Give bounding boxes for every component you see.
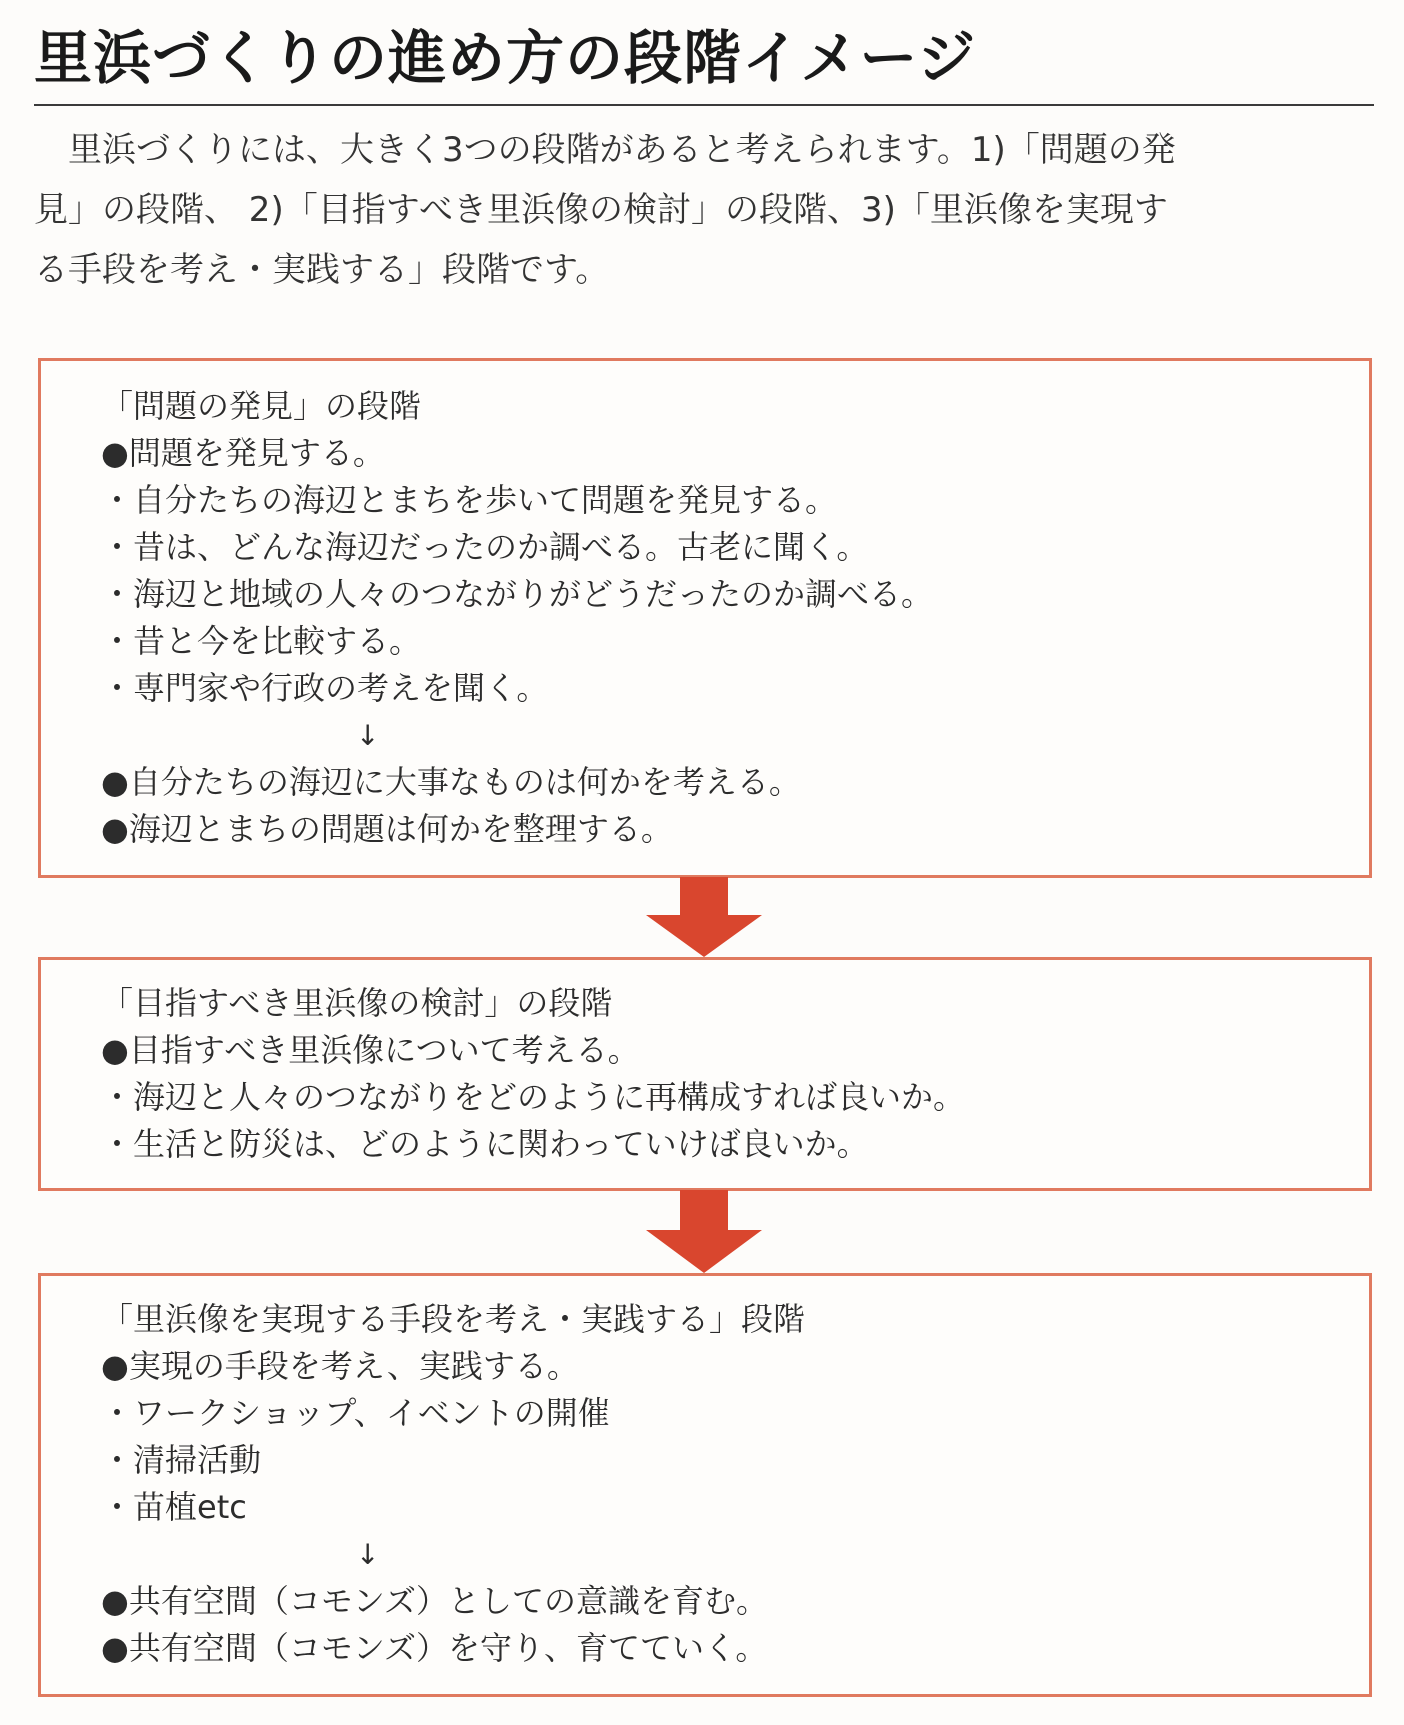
intro-line: 見」の段階、 2)「目指すべき里浜像の検討」の段階、3)「里浜像を実現す xyxy=(34,190,1168,230)
stage-bullet: ●目指すべき里浜像について考える。 xyxy=(101,1031,640,1069)
stage-heading: 「問題の発見」の段階 xyxy=(101,387,422,425)
intro-line: 里浜づくりには、大きく3つの段階があると考えられます。1)「問題の発 xyxy=(34,130,1176,170)
stage-subitem: ・自分たちの海辺とまちを歩いて問題を発見する。 xyxy=(101,481,838,519)
stage-box-implementation xyxy=(38,1273,1372,1697)
intro-line: る手段を考え・実践する」段階です。 xyxy=(34,250,610,290)
flow-arrow-down-icon xyxy=(646,877,762,957)
stage-bullet: ●海辺とまちの問題は何かを整理する。 xyxy=(101,810,673,848)
stage-box-problem-discovery xyxy=(38,358,1372,878)
stage-line-list xyxy=(101,383,933,853)
stage-subitem: ・ワークショップ、イベントの開催 xyxy=(101,1394,610,1432)
stage-line-list xyxy=(101,980,965,1168)
stage-subitem: ・清掃活動 xyxy=(101,1441,262,1479)
stage-heading: 「里浜像を実現する手段を考え・実践する」段階 xyxy=(101,1300,806,1338)
stage-box-vision-review xyxy=(38,957,1372,1191)
page-title: 里浜づくりの進め方の段階イメージ xyxy=(34,24,977,92)
stage-subitem: ・専門家や行政の考えを聞く。 xyxy=(101,669,549,707)
stage-heading: 「目指すべき里浜像の検討」の段階 xyxy=(101,984,613,1022)
stage-subitem: ・昔は、どんな海辺だったのか調べる。古老に聞く。 xyxy=(101,528,869,566)
stage-subitem: ・海辺と人々のつながりをどのように再構成すれば良いか。 xyxy=(101,1078,966,1116)
stage-subitem: ・昔と今を比較する。 xyxy=(101,622,422,660)
stage-bullet: ●共有空間（コモンズ）としての意識を育む。 xyxy=(101,1582,768,1620)
down-arrow-icon: ↓ xyxy=(356,1538,380,1571)
stage-subitem: ・苗植etc xyxy=(101,1488,247,1526)
flow-arrow-down-icon xyxy=(646,1190,762,1273)
stage-subitem: ・海辺と地域の人々のつながりがどうだったのか調べる。 xyxy=(101,575,934,613)
title-divider xyxy=(34,104,1374,106)
down-arrow-icon: ↓ xyxy=(356,719,380,752)
stage-bullet: ●実現の手段を考え、実践する。 xyxy=(101,1347,579,1385)
stage-subitem: ・生活と防災は、どのように関わっていけば良いか。 xyxy=(101,1125,869,1163)
intro-paragraph xyxy=(34,120,1374,300)
stage-bullet: ●自分たちの海辺に大事なものは何かを考える。 xyxy=(101,763,801,801)
stage-bullet: ●問題を発見する。 xyxy=(101,434,385,472)
stage-line-list xyxy=(101,1296,805,1672)
stage-bullet: ●共有空間（コモンズ）を守り、育てていく。 xyxy=(101,1629,768,1667)
